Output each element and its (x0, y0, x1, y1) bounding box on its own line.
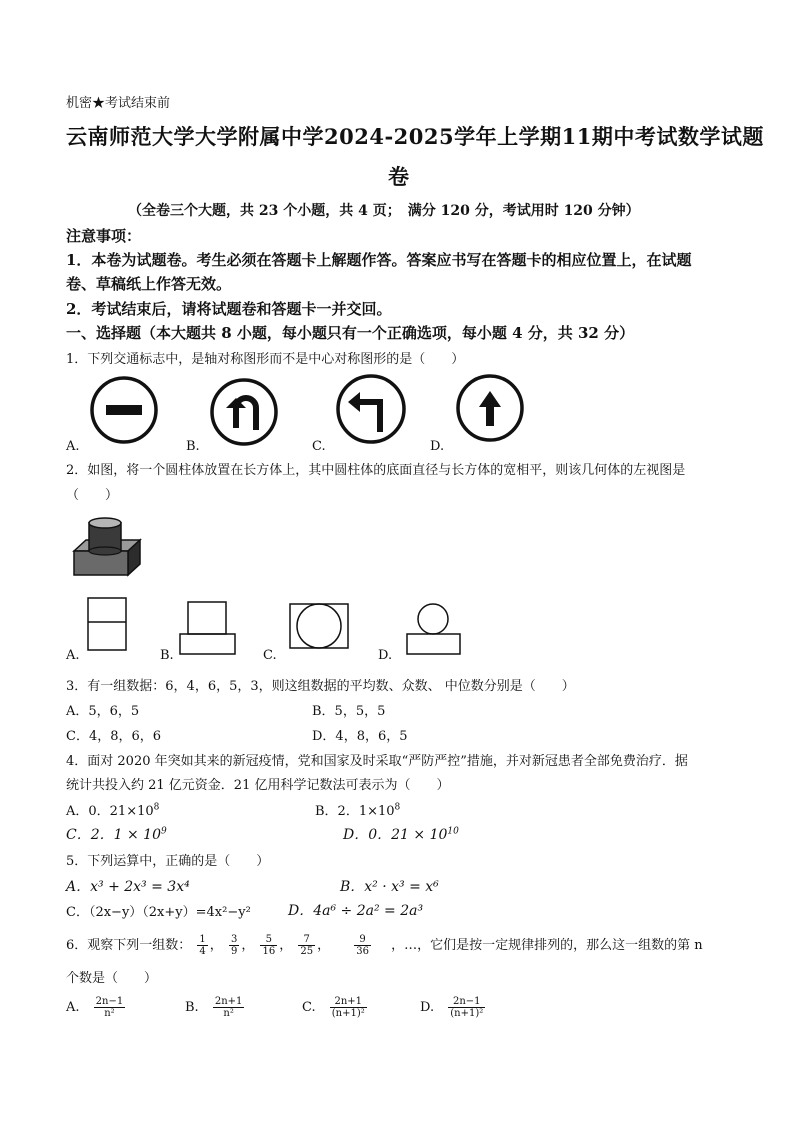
q3-option-d: D．4，8，6，5 (312, 729, 408, 744)
q2-view-c (290, 604, 348, 648)
q6-fraction-1: $\frac{1}{4}$ (199, 934, 206, 957)
q1-stem: 1．下列交通标志中，是轴对称图形而不是中心对称图形的是（ ） (66, 352, 465, 367)
q2-view-a (88, 598, 126, 650)
q1-option-b: B. (186, 439, 200, 454)
q2-stem: 2．如图，将一个圆柱体放置在长方体上，其中圆柱体的底面直径与长方体的宽相平，则该几何体的左视图是 (66, 463, 686, 478)
q6-fraction-3: $\frac{5}{16}$ (262, 934, 276, 957)
q3-stem: 3．有一组数据：6，4，6，5，3，则这组数据的平均数、众数、 中位数分别是（ ） (66, 679, 575, 694)
q2-option-b: B. (160, 648, 174, 663)
q3-option-a: A．5，6，5 (66, 704, 140, 719)
q3-option-c: C．4，8，6，6 (66, 729, 162, 744)
exam-subtitle: （全卷三个大题，共 23 个小题，共 4 页； 满分 120 分，考试用时 120 分钟） (128, 203, 640, 219)
q5-option-c: C．（2x−y）（2x+y）=4x²−y² (66, 905, 251, 920)
exam-title: 云南师范大学大学附属中学2024-2025学年上学期11期中考试数学试题 (66, 124, 764, 149)
q4-option-c: C．2．$1 \times 10^9$ (66, 826, 167, 843)
notice-item-1-cont: 卷、草稿纸上作答无效。 (66, 275, 232, 293)
q6-stem: 6．观察下列一组数： $\frac{1}{4}$ ， $\frac{3}{9}$ ， $\frac{5}{16}$ ， $\frac{7}{25}$ ， $\frac{9}{36}$ ，…，它们是按一定规律排列的，那么这一组数的第 n (66, 934, 703, 957)
q2-stem-cont: （ ） (66, 488, 119, 503)
notice-item-1: 1．本卷为试题卷。考生必须在答题卡上解题作答。答案应书写在答题卡的相应位置上，在试题 (66, 251, 692, 269)
q1-option-a: A. (66, 439, 80, 454)
notice-item-2: 2．考试结束后，请将试题卷和答题卡一并交回。 (66, 300, 392, 318)
q5-option-d: D．4a⁶ ÷ 2a² = 2a³ (288, 903, 424, 919)
q4-option-a: A．0．$21\times 10^8$ (66, 802, 160, 819)
q2-option-c: C. (263, 648, 277, 663)
q1-option-c: C. (312, 439, 326, 454)
exam-title-continued: 卷 (388, 164, 410, 189)
q6-option-a: A. $\frac{2n-1}{\text{n²}}$ (66, 996, 124, 1019)
cylinder-on-cuboid-figure (74, 518, 140, 575)
q6-option-c: C. $\frac{2n+1}{\text{(n+1)²}}$ (302, 996, 365, 1019)
q4-option-d: D．0．$21 \times 10^{10}$ (343, 826, 459, 843)
q4-stem: 4．面对 2020 年突如其来的新冠疫情，党和国家及时采取“严防严控”措施，并对新冠患者全部免费治疗．据 (66, 754, 688, 769)
q1-option-d: D. (430, 439, 445, 454)
confidential-label: 机密★考试结束前 (66, 96, 171, 111)
q2-view-d (407, 604, 460, 654)
q5-option-b: B．x² · x³ = x⁶ (340, 879, 439, 895)
section-1-heading: 一、选择题（本大题共 8 小题，每小题只有一个正确选项，每小题 4 分，共 32 分） (66, 324, 635, 342)
q5-stem: 5．下列运算中，正确的是（ ） (66, 854, 270, 869)
q4-option-b: B．2．$1\times 10^8$ (315, 802, 401, 819)
q6-fraction-4: $\frac{7}{25}$ (300, 934, 314, 957)
q2-option-a: A. (66, 648, 80, 663)
q6-fraction-2: $\frac{3}{9}$ (230, 934, 238, 957)
q2-view-b (180, 602, 235, 654)
q6-stem-cont: 个数是（ ） (66, 971, 158, 986)
q5-option-a: A．x³ + 2x³ = 3x⁴ (66, 879, 190, 895)
q4-stem-cont: 统计共投入约 21 亿元资金．21 亿用科学记数法可表示为（ ） (66, 778, 450, 793)
notice-heading: 注意事项： (66, 227, 142, 245)
q2-option-d: D. (378, 648, 393, 663)
q6-option-d: D. $\frac{2n-1}{\text{(n+1)²}}$ (420, 996, 484, 1019)
q3-option-b: B．5，5，5 (312, 704, 386, 719)
q6-fraction-5: $\frac{9}{36}$ (356, 934, 369, 957)
q6-option-b: B. $\frac{2n+1}{\text{n²}}$ (185, 996, 243, 1019)
